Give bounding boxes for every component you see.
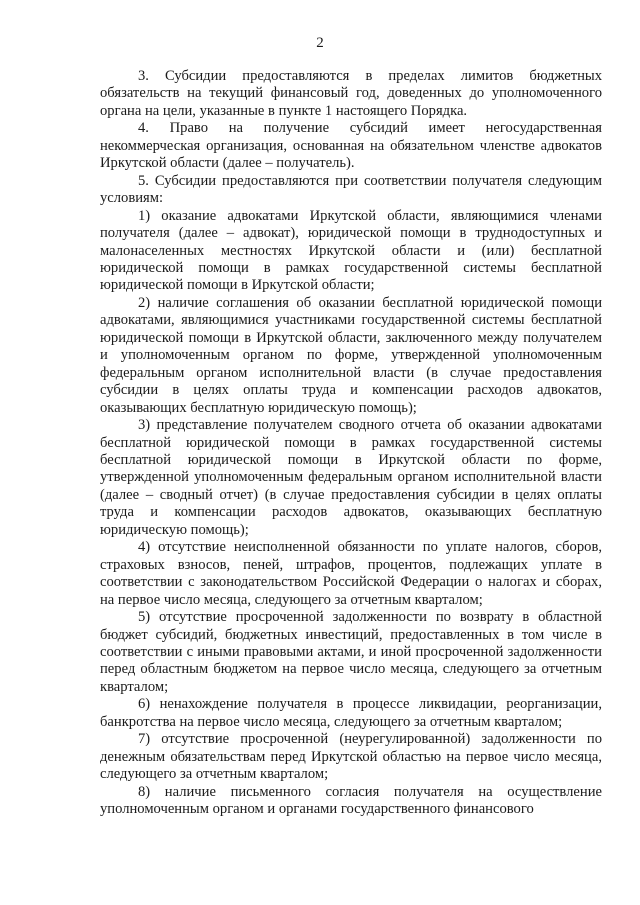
paragraph-item-5: 5. Субсидии предоставляются при соответствии получателя следующим условиям:: [100, 172, 602, 207]
condition-1: 1) оказание адвокатами Иркутской области, являющимися членами получателя (далее – адвокат), юридической помощи в труднодоступных и малонаселенных местностях Иркутской области и (или) бесплатной юридической помощи в рамках государственной системы бесплатной юридической помощи в Иркутской области;: [100, 207, 602, 294]
condition-3: 3) представление получателем сводного отчета об оказании адвокатами бесплатной юридической помощи в рамках государственной системы бесплатной юридической помощи в Иркутской области по форме, утвержденной уполномоченным федеральным органом исполнительной власти (далее – сводный отчет) (в случае предоставления субсидии в целях оплаты труда и компенсации расходов адвокатов, оказывающих бесплатную юридическую помощь);: [100, 417, 602, 538]
document-body: [100, 68, 602, 818]
paragraph-item-4: 4. Право на получение субсидий имеет негосударственная некоммерческая организация, основанная на обязательном членстве адвокатов Иркутской области (далее – получатель).: [100, 120, 602, 172]
page-number: 2: [316, 35, 324, 51]
condition-2: 2) наличие соглашения об оказании бесплатной юридической помощи адвокатами, являющимися участниками государственной системы бесплатной юридической помощи в Иркутской области, заключенного между получателем и уполномоченным органом по форме, утвержденной уполномоченным федеральным органом исполнительной власти (в случае предоставления субсидии в целях оплаты труда и компенсации расходов адвокатов, оказывающих бесплатную юридическую помощь);: [100, 294, 602, 416]
condition-6: 6) ненахождение получателя в процессе ликвидации, реорганизации, банкротства на первое число месяца, следующего за отчетным кварталом;: [100, 696, 602, 730]
condition-5: 5) отсутствие просроченной задолженности по возврату в областной бюджет субсидий, бюджетных инвестиций, предоставленных в том числе в соответствии с иными правовыми актами, и иной просроченной задолженности перед областным бюджетом на первое число месяца, следующего за отчетным кварталом;: [100, 609, 602, 695]
condition-4: 4) отсутствие неисполненной обязанности по уплате налогов, сборов, страховых взносов, пеней, штрафов, процентов, подлежащих уплате в соответствии с законодательством Российской Федерации о налогах и сборах, на первое число месяца, следующего за отчетным кварталом;: [100, 539, 602, 608]
condition-8: 8) наличие письменного согласия получателя на осуществление уполномоченным органом и органами государственного финансового: [100, 783, 602, 818]
paragraph-item-3: 3. Субсидии предоставляются в пределах лимитов бюджетных обязательств на текущий финансовый год, доведенных до уполномоченного органа на цели, указанные в пункте 1 настоящего Порядка.: [100, 68, 602, 119]
condition-7: 7) отсутствие просроченной (неурегулированной) задолженности по денежным обязательствам перед Иркутской областью на первое число месяца, следующего за отчетным кварталом;: [100, 731, 602, 783]
